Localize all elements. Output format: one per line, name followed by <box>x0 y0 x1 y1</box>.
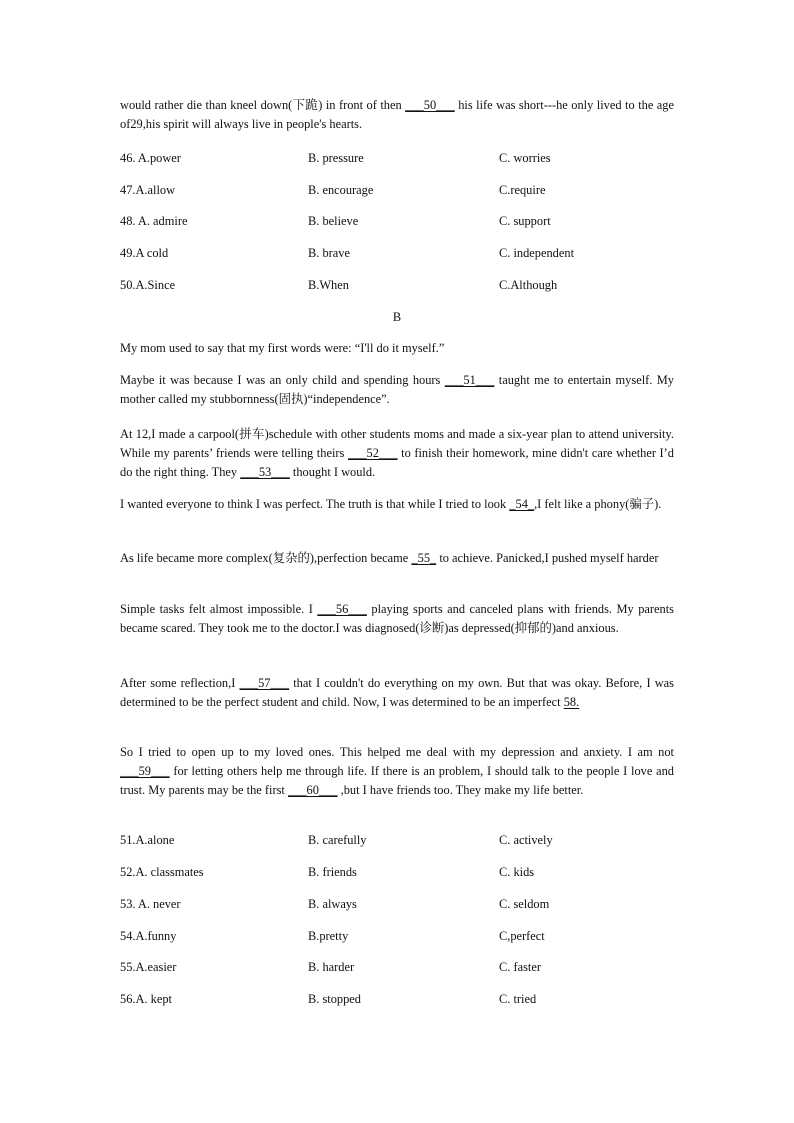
intro-text-1: would rather die than kneel down(下跪) in front of then <box>120 98 402 112</box>
blank-56: ___56___ <box>317 602 367 616</box>
option-b: B. friends <box>308 865 357 879</box>
paragraph-text: So I tried to open up to my loved ones. This helped me deal with my depression and anxiety. I am not <box>120 745 674 759</box>
option-c: C. kids <box>499 865 535 879</box>
option-row <box>120 212 680 230</box>
option-a: 51.A.alone <box>120 833 175 847</box>
blank-55: _55_ <box>411 551 437 565</box>
option-row <box>120 958 680 976</box>
option-a: 53. A. never <box>120 897 181 911</box>
option-c: C. independent <box>499 246 575 260</box>
option-a: 54.A.funny <box>120 929 177 943</box>
paragraph-text: Simple tasks felt almost impossible. I <box>120 602 313 616</box>
option-c: C.Although <box>499 278 558 292</box>
paragraph-2 <box>120 371 674 409</box>
option-b: B. believe <box>308 214 359 228</box>
paragraph-3 <box>120 425 674 482</box>
intro-text-3: the age of29,his spirit will always live in people's hearts. <box>120 98 675 131</box>
option-a: 46. A.power <box>120 151 181 165</box>
option-row <box>120 244 680 262</box>
paragraph-7 <box>120 674 674 712</box>
option-c: C. worries <box>499 151 551 165</box>
option-row <box>120 276 680 294</box>
paragraph-text: thought I would. <box>292 465 376 479</box>
intro-paragraph <box>120 96 674 134</box>
paragraph-6 <box>120 600 674 638</box>
option-b: B. pressure <box>308 151 364 165</box>
paragraph-text: for letting others help me through life. If there is an problem, I should talk to the people I love and trust. My parents may be the first <box>120 764 675 797</box>
option-b: B. stopped <box>308 992 362 1006</box>
option-c: C. faster <box>499 960 541 974</box>
blank-50: ___50___ <box>405 98 455 112</box>
paragraph-text: to achieve. Panicked,I pushed myself harder <box>439 551 659 565</box>
option-a: 48. A. admire <box>120 214 188 228</box>
paragraph-1: My mom used to say that my first words were: “I'll do it myself.” <box>120 341 445 355</box>
paragraph-8 <box>120 743 674 800</box>
blank-59: ___59___ <box>120 764 170 778</box>
option-b: B.pretty <box>308 929 349 943</box>
option-b: B. encourage <box>308 183 374 197</box>
blank-60: ___60___ <box>287 783 338 797</box>
option-row <box>120 181 680 199</box>
option-b: B. harder <box>308 960 355 974</box>
option-row <box>120 990 680 1008</box>
paragraph-text: I wanted everyone to think I was perfect. The truth is that while I tried to look <box>120 497 507 511</box>
paragraph-text: to finish their homework, mine didn't care whether I’d do the right thing. They <box>120 446 674 479</box>
option-a: 49.A cold <box>120 246 169 260</box>
blank-51: ___51___ <box>444 373 495 387</box>
option-row <box>120 831 680 849</box>
option-c: C. support <box>499 214 551 228</box>
option-b: B. always <box>308 897 357 911</box>
option-c: C. actively <box>499 833 553 847</box>
option-a: 56.A. kept <box>120 992 172 1006</box>
option-b: B. carefully <box>308 833 367 847</box>
paragraph-text: At 12,I made a carpool(拼车)schedule with other students moms and made a six-year plan to attend university. While my parents’ friends were telling theirs <box>120 427 674 460</box>
blank-58: 58. <box>563 695 580 709</box>
option-c: C. tried <box>499 992 537 1006</box>
paragraph-text: Maybe it was because I was an only child and spending hours <box>120 373 441 387</box>
paragraph-5 <box>120 549 674 568</box>
section-heading: B <box>392 310 402 324</box>
paragraph-4 <box>120 495 674 514</box>
blank-54: _54_ <box>509 497 535 511</box>
blank-57: ___57___ <box>239 676 290 690</box>
option-a: 52.A. classmates <box>120 865 204 879</box>
paragraph-text: ,but I have friends too. They make my life better. <box>340 783 584 797</box>
option-row <box>120 895 680 913</box>
option-b: B. brave <box>308 246 350 260</box>
option-a: 55.A.easier <box>120 960 177 974</box>
option-c: C,perfect <box>499 929 545 943</box>
option-c: C. seldom <box>499 897 550 911</box>
option-c: C.require <box>499 183 546 197</box>
paragraph-text: playing sports and canceled plans with friends. My parents became scared. They took me to the doctor.I was diagnosed(诊断)as depressed(抑郁的)and anxious. <box>120 602 674 635</box>
blank-52: ___52___ <box>347 446 398 460</box>
blank-53: ___53___ <box>240 465 290 479</box>
option-a: 50.A.Since <box>120 278 176 292</box>
paragraph-text: ,I felt like a phony(骗子). <box>534 497 662 511</box>
paragraph-text: taught me to entertain myself. My mother called my stubbornness(固执)“independence”. <box>120 373 674 406</box>
intro-text-2: his life was short---he only lived to <box>458 98 635 112</box>
paragraph-text: As life became more complex(复杂的),perfection became <box>120 551 409 565</box>
option-row <box>120 927 680 945</box>
option-a: 47.A.allow <box>120 183 176 197</box>
paragraph-text: that I couldn't do everything on my own. But that was okay. Before, I was determined to be the perfect student and child. Now, I was determined to be an imperfect <box>120 676 675 709</box>
option-b: B.When <box>308 278 349 292</box>
paragraph-text: After some reflection,I <box>120 676 236 690</box>
option-row <box>120 863 680 881</box>
option-row <box>120 149 680 167</box>
